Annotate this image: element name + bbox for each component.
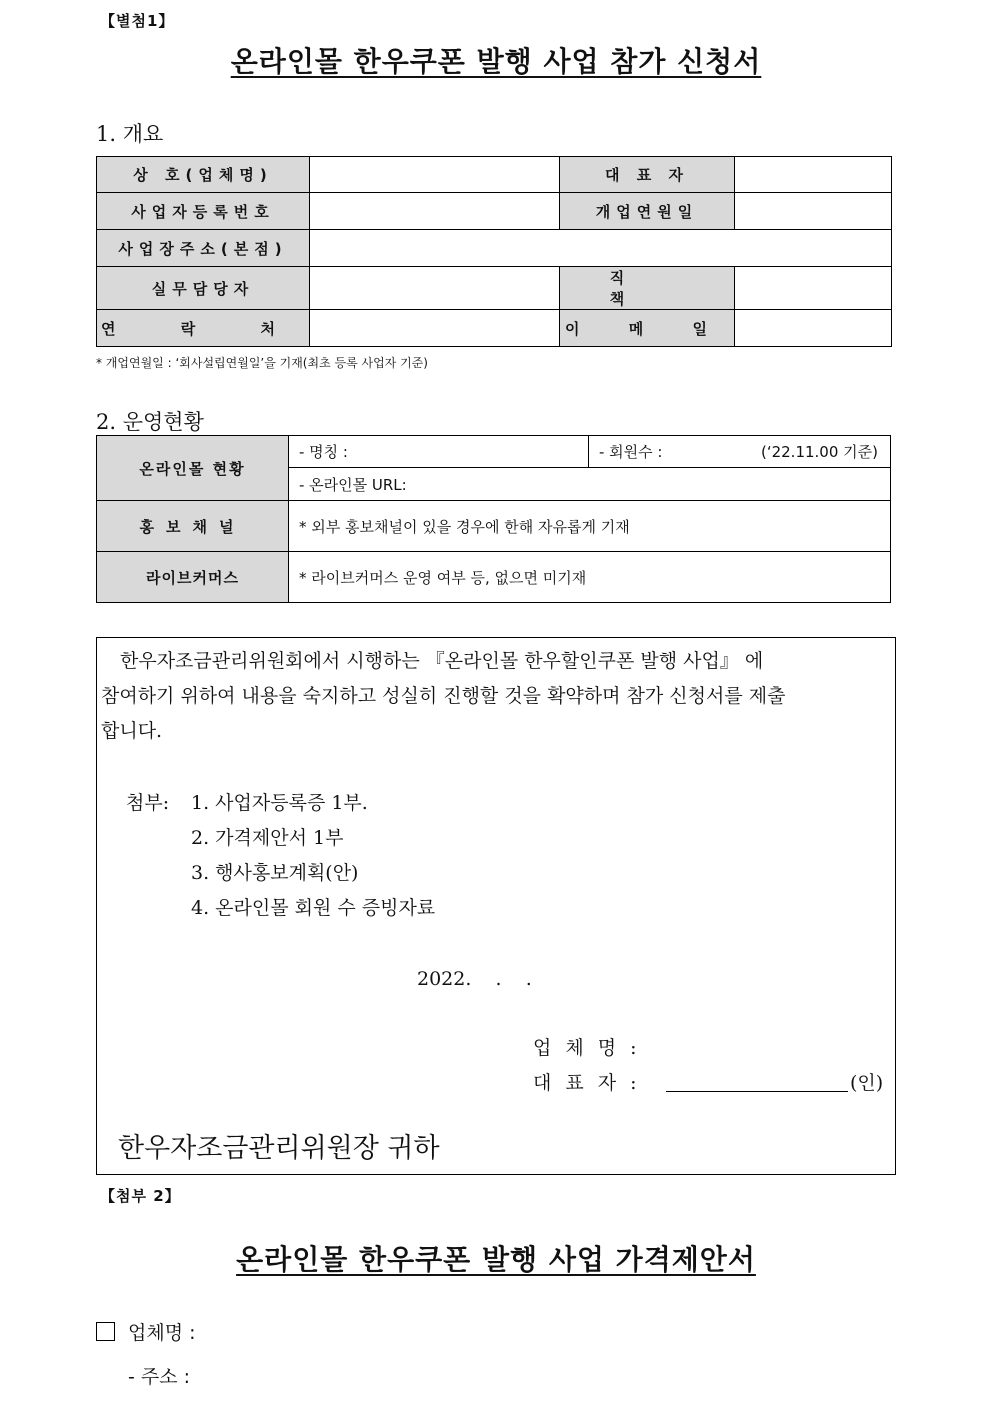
contact-field[interactable] <box>310 310 560 347</box>
manager-field[interactable] <box>310 267 560 310</box>
mall-name-label: - 명칭 : <box>299 443 348 461</box>
members-basis: (‘22.11.00 기준) <box>760 443 878 461</box>
label-address: 사업장주소(본점) <box>97 230 310 267</box>
form2-address-label: - 주소 : <box>128 1366 191 1388</box>
attachment-tag-2: 【첨부 2】 <box>100 1187 181 1205</box>
company-name-field[interactable] <box>310 157 560 193</box>
seal-label: (인) <box>850 1072 884 1094</box>
address-field[interactable] <box>310 230 892 267</box>
label-live-commerce: 라이브커머스 <box>97 552 289 603</box>
page-title: 온라인몰 한우쿠폰 발행 사업 참가 신청서 <box>230 45 762 78</box>
members-label: - 회원수 : <box>599 443 663 461</box>
label-company-name: 상 호(업체명) <box>97 157 310 193</box>
attachment-item-4: 4. 온라인몰 회원 수 증빙자료 <box>191 897 436 919</box>
promo-channel-desc: * 외부 홍보채널이 있을 경우에 한해 자유롭게 기재 <box>299 517 630 536</box>
members-field[interactable] <box>589 436 891 468</box>
signature-rep-label: 대 표 자 : <box>533 1072 641 1094</box>
live-commerce-desc: * 라이브커머스 운영 여부 등, 없으면 미기재 <box>299 568 587 587</box>
company-checkbox[interactable] <box>96 1322 115 1345</box>
opening-date-note: * 개업연월일 : ‘회사설립연월일’을 기재(최초 등록 사업자 기준) <box>96 356 428 370</box>
label-biz-reg-no: 사업자등록번호 <box>97 193 310 230</box>
live-commerce-field[interactable] <box>289 552 891 603</box>
mall-url-field[interactable] <box>289 468 891 501</box>
pledge-line-1: 한우자조금관리위원회에서 시행하는 『온라인몰 한우할인쿠폰 발행 사업』 에 <box>120 650 764 672</box>
position-field[interactable] <box>735 267 892 310</box>
pledge-line-2: 참여하기 위하여 내용을 숙지하고 성실히 진행할 것을 확약하며 참가 신청서를 제출 <box>101 685 786 707</box>
operation-table <box>96 435 891 603</box>
form2-company-label: 업체명 : <box>128 1322 196 1344</box>
attachment-item-1: 1. 사업자등록증 1부. <box>191 792 368 814</box>
price-proposal-title: 온라인몰 한우쿠폰 발행 사업 가격제안서 <box>236 1243 756 1276</box>
attachments-label: 첨부: <box>126 792 170 814</box>
label-manager: 실무담당자 <box>97 267 310 310</box>
section-operation-heading: 2. 운영현황 <box>96 410 204 434</box>
label-email: 이 메 일 <box>560 310 735 347</box>
section-overview-heading: 1. 개요 <box>96 122 164 146</box>
label-contact: 연 락 처 <box>97 310 310 347</box>
opening-date-field[interactable] <box>735 193 892 230</box>
mall-name-field[interactable] <box>289 436 589 468</box>
label-representative: 대 표 자 <box>560 157 735 193</box>
attachment-item-3: 3. 행사홍보계획(안) <box>191 862 359 884</box>
label-promo-channel: 홍보채널 <box>97 501 289 552</box>
signature-line[interactable] <box>666 1091 848 1092</box>
addressee: 한우자조금관리위원장 귀하 <box>118 1133 440 1164</box>
signature-company-label: 업 체 명 : <box>533 1037 641 1059</box>
attachment-tag-1: 【별첨1】 <box>100 12 175 30</box>
label-position: 직 책 <box>560 267 735 310</box>
label-opening-date: 개업연원일 <box>560 193 735 230</box>
pledge-line-3: 합니다. <box>101 720 163 742</box>
biz-reg-no-field[interactable] <box>310 193 560 230</box>
date-line: 2022. . . <box>417 968 532 990</box>
attachment-item-2: 2. 가격제안서 1부 <box>191 827 344 849</box>
label-mall-status: 온라인몰 현황 <box>97 436 289 501</box>
overview-table <box>96 156 892 347</box>
representative-field[interactable] <box>735 157 892 193</box>
promo-channel-field[interactable] <box>289 501 891 552</box>
mall-url-label: - 온라인몰 URL: <box>299 475 407 494</box>
email-field[interactable] <box>735 310 892 347</box>
